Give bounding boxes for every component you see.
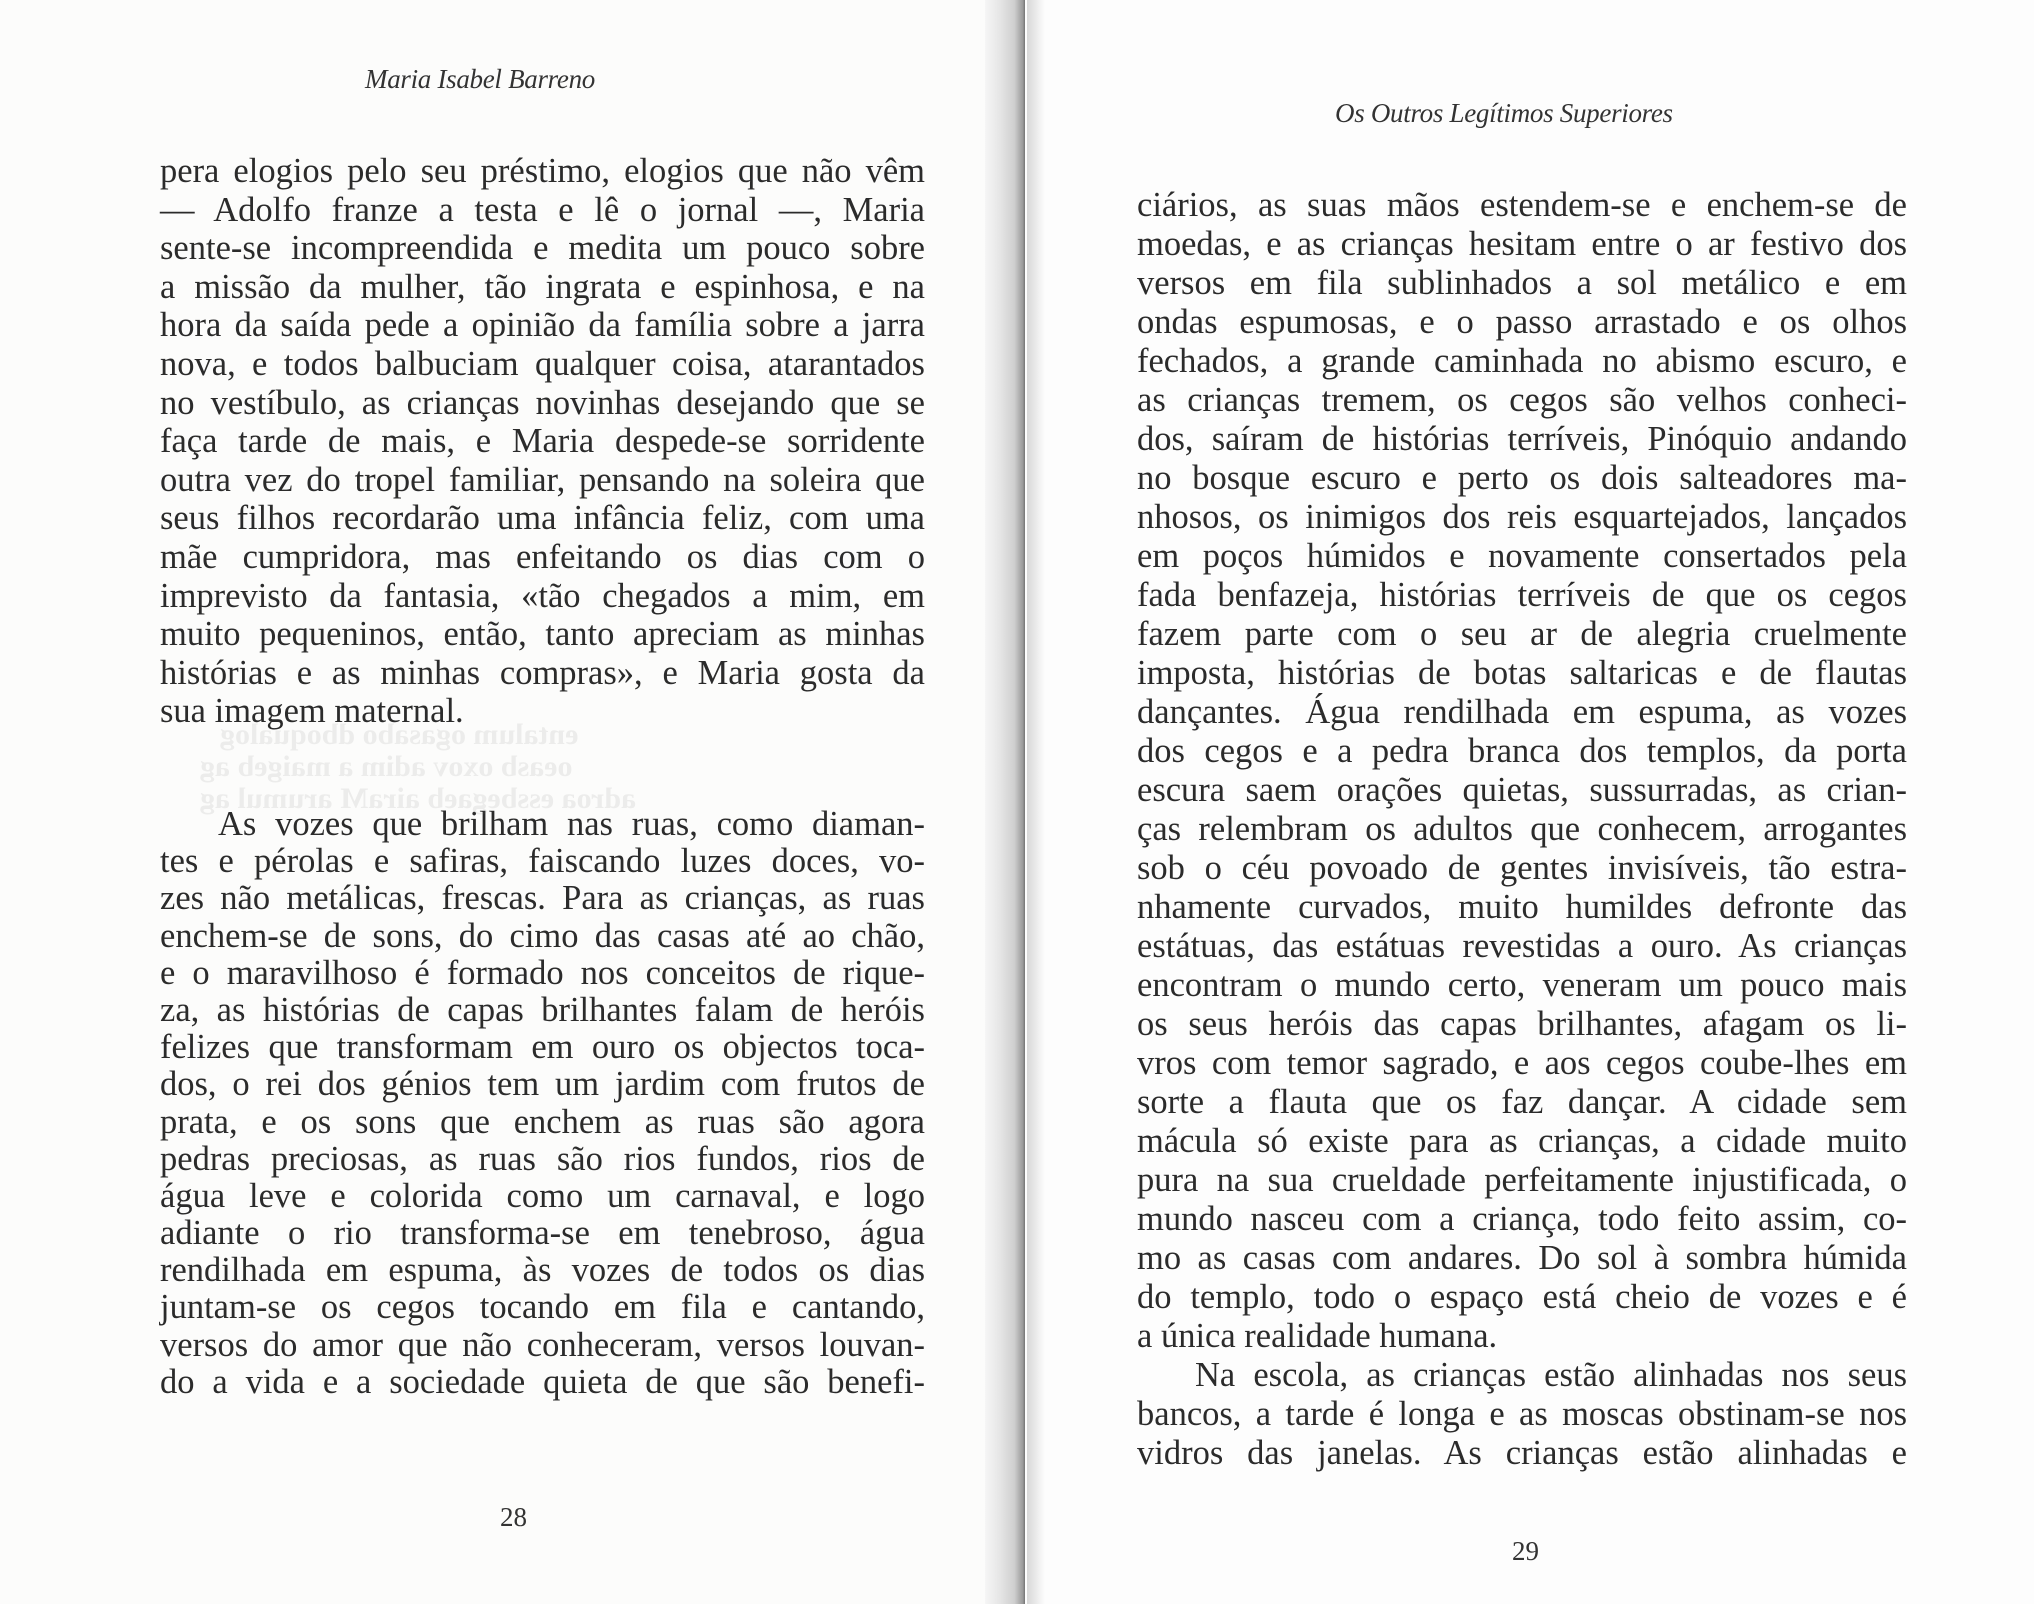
show-through-text: adroa essbegaeb airaM arumul ag (200, 782, 637, 815)
text-line: za, as histórias de capas brilhantes falam de heróis (160, 990, 925, 1029)
text-line: fechados, a grande caminhada no abismo escuro, e (1137, 342, 1907, 380)
left-paragraph-1 (160, 152, 925, 731)
text-line: sob o céu povoado de gentes invisíveis, tão estra- (1137, 849, 1907, 887)
text-line: dançantes. Água rendilhada em espuma, as vozes (1137, 693, 1907, 731)
text-line: vros com temor sagrado, e aos cegos coube-lhes em (1137, 1044, 1907, 1082)
text-line: os seus heróis das capas brilhantes, afagam os li- (1137, 1005, 1907, 1043)
text-line: a missão da mulher, tão ingrata e espinhosa, e na (160, 267, 925, 306)
text-line: pura na sua crueldade perfeitamente injustificada, o (1137, 1161, 1907, 1199)
text-line: nova, e todos balbuciam qualquer coisa, atarantados (160, 344, 925, 383)
text-line: mundo nasceu com a criança, todo feito assim, co- (1137, 1200, 1907, 1238)
text-line: hora da saída pede a opinião da família sobre a jarra (160, 306, 925, 345)
text-line: imprevisto da fantasia, «tão chegados a mim, em (160, 576, 925, 615)
text-line: mácula só existe para as crianças, a cidade muito (1137, 1122, 1907, 1160)
right-paragraph-1 (1137, 186, 1907, 1356)
text-line: Na escola, as crianças estão alinhadas nos seus (1195, 1356, 1907, 1394)
text-line: tes e pérolas e safiras, faiscando luzes doces, vo- (160, 842, 925, 881)
text-line: sua imagem maternal. (160, 692, 464, 731)
text-line: estátuas, das estátuas revestidas a ouro. As crianças (1137, 927, 1907, 965)
text-line: vidros das janelas. As crianças estão alinhadas e (1137, 1434, 1907, 1472)
text-line: mo as casas com andares. Do sol à sombra húmida (1137, 1239, 1907, 1277)
left-paragraph-2 (160, 806, 925, 1401)
text-line: encontram o mundo certo, veneram um pouco mais (1137, 966, 1907, 1004)
text-line: prata, e os sons que enchem as ruas são agora (160, 1102, 925, 1141)
gutter-shadow (1027, 0, 1045, 1604)
page-number-right: 29 (1512, 1536, 1539, 1566)
text-line: faça tarde de mais, e Maria despede-se sorridente (160, 422, 925, 461)
text-line: felizes que transformam em ouro os objectos toca- (160, 1028, 925, 1067)
text-line: As vozes que brilham nas ruas, como diaman- (218, 805, 925, 843)
running-head-title: Os Outros Legítimos Superiores (1335, 98, 1673, 128)
text-line: no bosque escuro e perto os dois salteadores ma- (1137, 459, 1907, 497)
text-line: bancos, a tarde é longa e as moscas obstinam-se nos (1137, 1395, 1907, 1433)
text-line: moedas, e as crianças hesitam entre o ar festivo dos (1137, 225, 1907, 263)
text-line: versos do amor que não conheceram, versos louvan- (160, 1325, 925, 1364)
text-line: sente-se incompreendida e medita um pouco sobre (160, 229, 925, 268)
text-line: dos cegos e a pedra branca dos templos, da porta (1137, 732, 1907, 770)
text-line: no vestíbulo, as crianças novinhas desejando que se (160, 383, 925, 422)
text-line: escura saem orações quietas, sussurradas, as crian- (1137, 771, 1907, 809)
text-line: e o maravilhoso é formado nos conceitos de rique- (160, 953, 925, 992)
text-line: pera elogios pelo seu préstimo, elogios que não vêm (160, 152, 925, 190)
text-line: do a vida e a sociedade quieta de que são benefi- (160, 1362, 925, 1401)
text-line: do templo, todo o espaço está cheio de vozes e é (1137, 1278, 1907, 1316)
text-line: zes não metálicas, frescas. Para as crianças, as ruas (160, 879, 925, 918)
text-line: ondas espumosas, e o passo arrastado e os olhos (1137, 303, 1907, 341)
text-line: enchem-se de sons, do cimo das casas até ao chão, (160, 916, 925, 955)
text-line: mãe cumpridora, mas enfeitando os dias com o (160, 537, 925, 576)
text-line: nhosos, os inimigos dos reis esquartejados, lançados (1137, 498, 1907, 536)
text-line: versos em fila sublinhados a sol metálico e em (1137, 264, 1907, 302)
text-line: em poços húmidos e novamente consertados pela (1137, 537, 1907, 575)
text-line: ças relembram os adultos que conhecem, arrogantes (1137, 810, 1907, 848)
text-line: as crianças tremem, os cegos são velhos conheci- (1137, 381, 1907, 419)
text-line: muito pequeninos, então, tanto apreciam as minhas (160, 615, 925, 654)
text-line: fada benfazeja, histórias terríveis de que os cegos (1137, 576, 1907, 614)
text-line: — Adolfo franze a testa e lê o jornal —, Maria (160, 190, 925, 229)
text-line: outra vez do tropel familiar, pensando na soleira que (160, 460, 925, 499)
show-through-text: oeasb oxov adim a maigeb ag (200, 750, 573, 783)
running-head-author: Maria Isabel Barreno (365, 64, 595, 94)
text-line: adiante o rio transforma-se em tenebroso, água (160, 1214, 925, 1253)
text-line: rendilhada em espuma, às vozes de todos os dias (160, 1251, 925, 1290)
text-line: juntam-se os cegos tocando em fila e cantando, (160, 1288, 925, 1327)
book-gutter (985, 0, 1027, 1604)
text-line: água leve e colorida como um carnaval, e logo (160, 1176, 925, 1215)
show-through-text: entalum ogasabo dboqualog (220, 718, 579, 751)
right-page (1025, 0, 2034, 1604)
text-line: dos, o rei dos génios tem um jardim com frutos de (160, 1065, 925, 1104)
text-line: pedras preciosas, as ruas são rios fundos, rios de (160, 1139, 925, 1178)
text-line: seus filhos recordarão uma infância feliz, com uma (160, 499, 925, 538)
text-line: sorte a flauta que os faz dançar. A cidade sem (1137, 1083, 1907, 1121)
text-line: nhamente curvados, muito humildes defronte das (1137, 888, 1907, 926)
text-line: imposta, histórias de botas saltaricas e de flautas (1137, 654, 1907, 692)
text-line: ciários, as suas mãos estendem-se e enchem-se de (1137, 186, 1907, 224)
text-line: fazem parte com o seu ar de alegria cruelmente (1137, 615, 1907, 653)
text-line: a única realidade humana. (1137, 1317, 1498, 1355)
text-line: dos, saíram de histórias terríveis, Pinóquio andando (1137, 420, 1907, 458)
right-paragraph-2 (1137, 1356, 1907, 1473)
text-line: histórias e as minhas compras», e Maria gosta da (160, 653, 925, 692)
page-number-left: 28 (500, 1502, 527, 1532)
